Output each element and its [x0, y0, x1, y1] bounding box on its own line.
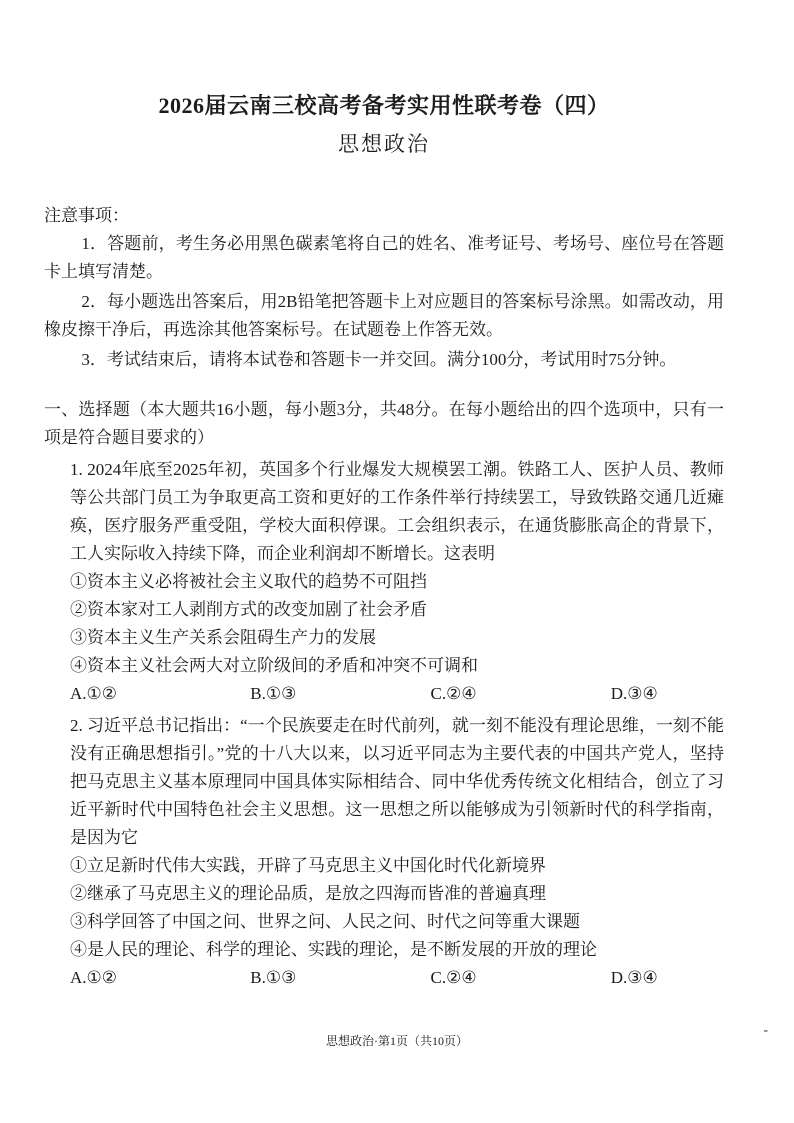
footer-dash: -: [763, 1023, 768, 1038]
exam-subject: 思想政治: [338, 132, 430, 156]
question-1-choice-d: D.③④: [610, 684, 658, 703]
question-1: [70, 456, 724, 708]
question-2-option-3: ③科学回答了中国之问、世界之问、人民之问、时代之问等重大课题: [70, 912, 580, 931]
question-2: [70, 712, 724, 992]
question-2-option-2: ②继承了马克思主义的理论品质，是放之四海而皆准的普遍真理: [70, 884, 546, 903]
question-1-option-2: ②资本家对工人剥削方式的改变加剧了社会矛盾: [70, 600, 427, 619]
notice-item-3: 3．考试结束后，请将本试卷和答题卡一并交回。满分100分，考试用时75分钟。: [81, 350, 677, 369]
notice-item-2: 2．每小题选出答案后，用2B铅笔把答题卡上对应题目的答案标号涂黑。如需改动，用橡皮擦干净后，再选涂其他答案标号。在试题卷上作答无效。: [44, 292, 724, 339]
exam-title: 2026届云南三校高考备考实用性联考卷（四）: [158, 93, 610, 118]
question-2-choice-c: C.②④: [430, 968, 477, 987]
question-1-option-3: ③资本主义生产关系会阻碍生产力的发展: [70, 628, 376, 647]
question-1-choices: [70, 680, 724, 708]
question-2-choice-b: B.①③: [250, 968, 297, 987]
question-1-choice-b: B.①③: [250, 684, 297, 703]
question-2-option-1: ①立足新时代伟大实践，开辟了马克思主义中国化时代化新境界: [70, 856, 546, 875]
question-2-stem: 2. 习近平总书记指出：“一个民族要走在时代前列，就一刻不能没有理论思维，一刻不能没有正确思想指引。”党的十八大以来，以习近平同志为主要代表的中国共产党人，坚持把马克思主义基本原理同中国具体实际相结合、同中华优秀传统文化相结合，创立了习近平新时代中国特色社会主义思想。这一思想之所以能够成为引领新时代的科学指南，是因为它: [70, 716, 724, 847]
question-1-option-1: ①资本主义必将被社会主义取代的趋势不可阻挡: [70, 572, 427, 591]
question-1-option-4: ④资本主义社会两大对立阶级间的矛盾和冲突不可调和: [70, 656, 478, 675]
section-heading: 一、选择题（本大题共16小题，每小题3分，共48分。在每小题给出的四个选项中，只有一项是符合题目要求的）: [44, 400, 724, 447]
notices-heading: 注意事项：: [44, 206, 129, 225]
question-2-option-4: ④是人民的理论、科学的理论、实践的理论，是不断发展的开放的理论: [70, 940, 597, 959]
question-1-stem: 1. 2024年底至2025年初，英国多个行业爆发大规模罢工潮。铁路工人、医护人员、教师等公共部门员工为争取更高工资和更好的工作条件举行持续罢工，导致铁路交通几近瘫痪，医疗服务严重受阻，学校大面积停课。工会组织表示，在通货膨胀高企的背景下，工人实际收入持续下降，而企业利润却不断增长。这表明: [70, 460, 724, 563]
question-1-choice-a: A.①②: [70, 684, 118, 703]
question-1-choice-c: C.②④: [430, 684, 477, 703]
question-2-choice-a: A.①②: [70, 968, 118, 987]
question-2-choices: [70, 964, 724, 992]
notice-item-1: 1．答题前，考生务必用黑色碳素笔将自己的姓名、准考证号、考场号、座位号在答题卡上填写清楚。: [44, 234, 724, 281]
notices-section: [44, 202, 724, 374]
page-footer: 思想政治·第1页（共10页）: [326, 1034, 468, 1048]
question-2-choice-d: D.③④: [610, 968, 658, 987]
exam-header: [44, 88, 724, 164]
